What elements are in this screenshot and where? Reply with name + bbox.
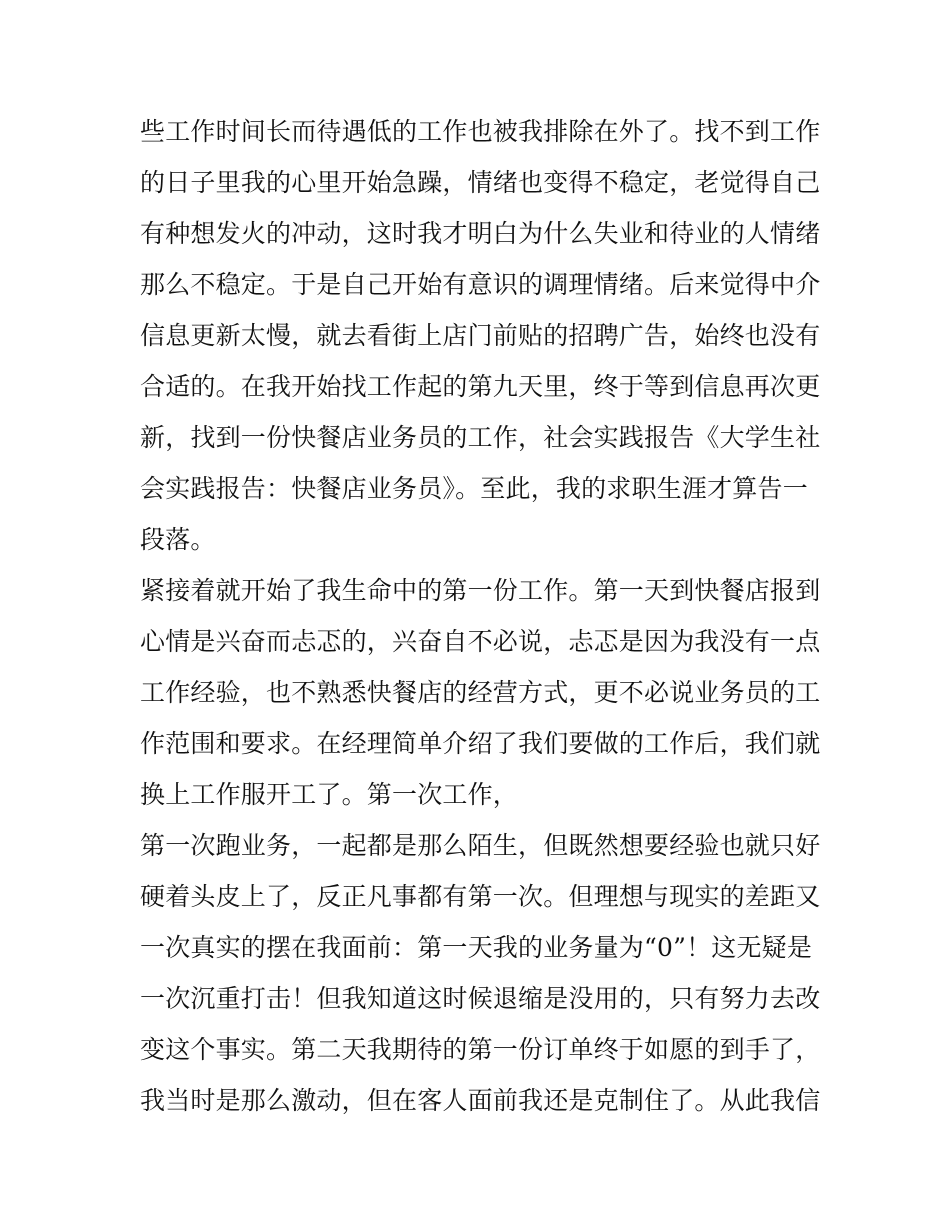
text-line: 些工作时间长而待遇低的工作也被我排除在外了。找不到工作 [140,117,820,146]
text-line: 一次真实的摆在我面前：第一天我的业务量为“0”！这无疑是 [140,933,813,962]
text-line: 作范围和要求。在经理简单介绍了我们要做的工作后，我们就 [140,729,820,758]
text-line: 新，找到一份快餐店业务员的工作，社会实践报告《大学生社 [140,423,820,452]
text-line: 那么不稳定。于是自己开始有意识的调理情绪。后来觉得中介 [140,270,820,299]
text-line: 合适的。在我开始找工作起的第九天里，终于等到信息再次更 [140,372,820,401]
text-line: 变这个事实。第二天我期待的第一份订单终于如愿的到手了， [140,1035,820,1064]
text-line: 换上工作服开工了。第一次工作， [140,780,519,809]
text-line: 段落。 [140,525,216,554]
text-line: 紧接着就开始了我生命中的第一份工作。第一天到快餐店报到 [140,576,820,605]
body-text [140,106,820,1126]
text-line: 有种想发火的冲动，这时我才明白为什么失业和待业的人情绪 [140,219,820,248]
text-line: 心情是兴奋而忐忑的，兴奋自不必说，忐忑是因为我没有一点 [140,627,820,656]
text-line: 会实践报告：快餐店业务员》。至此，我的求职生涯才算告一 [140,474,808,503]
text-line: 的日子里我的心里开始急躁，情绪也变得不稳定，老觉得自己 [140,168,820,197]
text-line: 工作经验，也不熟悉快餐店的经营方式，更不必说业务员的工 [140,678,820,707]
text-line: 信息更新太慢，就去看街上店门前贴的招聘广告，始终也没有 [140,321,820,350]
text-line: 硬着头皮上了，反正凡事都有第一次。但理想与现实的差距又 [140,882,820,911]
text-line: 我当时是那么激动，但在客人面前我还是克制住了。从此我信 [140,1086,820,1115]
text-line: 第一次跑业务，一起都是那么陌生，但既然想要经验也就只好 [140,831,820,860]
text-line: 一次沉重打击！但我知道这时候退缩是没用的，只有努力去改 [140,984,820,1013]
